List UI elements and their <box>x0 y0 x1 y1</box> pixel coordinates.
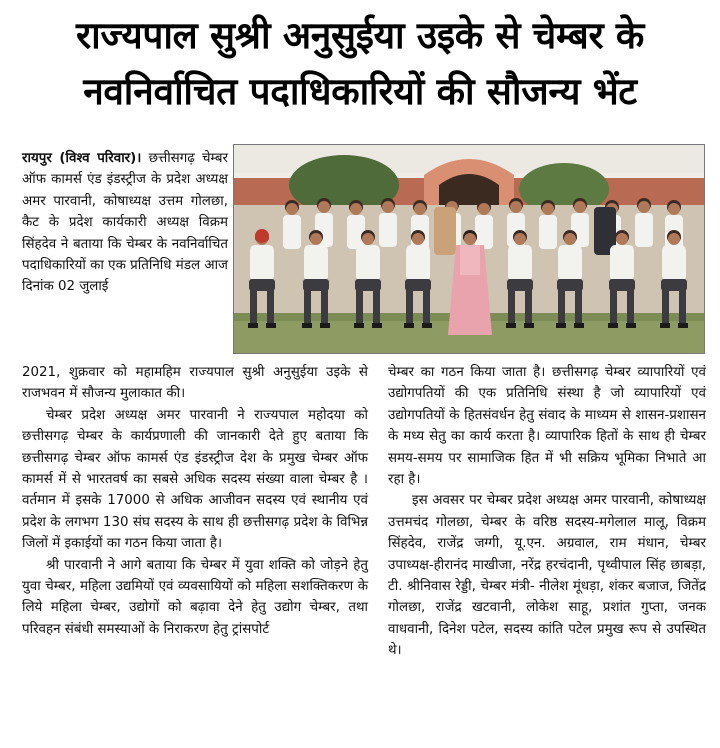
paragraph-chamber-info: चेम्बर प्रदेश अध्यक्ष अमर पारवानी ने राज्यपाल महोदया को छत्तीसगढ़ चेम्बर के कार्यप्रणाली की जानकारी देते हुए बताया कि छत्तीसगढ़ चेम्बर ऑफ कामर्स एंड इंडस्ट्रीज देश के प्रमुख चेम्बर ऑफ कामर्स में से भारतवर्ष का सबसे अधिक सदस्य संख्या वाला चेम्बर है । वर्तमान में इसके 17000 से अधिक आजीवन सदस्य एवं स्थानीय एवं प्रदेश के लगभग 130 संघ सदस्य के साथ ही छत्तीसगढ़ प्रदेश के विभिन्न जिलों में इकाईयों का गठन किया जाता है। <box>22 407 368 552</box>
paragraph-attendees: इस अवसर पर चेम्बर प्रदेश अध्यक्ष अमर पारवानी, कोषाध्यक्ष उत्तमचंद गोलछा, चेम्बर के वरिष्ठ सदस्य-मगेलाल मालू, विक्रम सिंहदेव, राजेंद्र जग्गी, यू.एन. अग्रवाल, राम मंधान, चेम्बर उपाध्यक्ष-हीरानंद माखीजा, नरेंद्र हरचंदानी, पृथ्वीपाल सिंह छाबड़ा, टी. श्रीनिवास रेड्डी, चेम्बर मंत्री- नीलेश मूंधड़ा, शंकर बजाज, जितेंद्र गोलछा, राजेंद्र खटवानी, लोकेश साहू, प्रशांत गुप्ता, जनक वाधवानी, दिनेश पटेल, सदस्य कांति पटेल प्रमुख रूप से उपस्थित थे। <box>388 493 706 659</box>
headline-line-1: राज्यपाल सुश्री अनुसुईया उइके से चेम्बर के <box>75 14 645 57</box>
article-column-left-top <box>22 148 228 298</box>
paragraph-intro-end: 2021, शुक्रवार को महामहिम राज्यपाल सुश्री अनुसुईया उइके से राजभवन में सौजन्य मुलाकात की। <box>22 365 368 402</box>
paragraph-intro: छत्तीसगढ़ चेम्बर ऑफ कामर्स एंड इंडस्ट्रीज के प्रदेश अध्यक्ष अमर पारवानी, कोषाध्यक्ष उत्तम गोलछा, कैट के प्रदेश कार्यकारी अध्यक्ष विक्रम सिंहदेव ने बताया कि चेम्बर के नवनिर्वाचित पदाधिकारियों का एक प्रतिनिधि मंडल आज दिनांक 02 जुलाई <box>22 151 228 295</box>
headline-line-2: नवनिर्वाचित पदाधिकारियों की सौजन्य भेंट <box>83 70 637 113</box>
dateline: रायपुर (विश्व परिवार)। <box>22 151 142 166</box>
paragraph-wings: श्री पारवानी ने आगे बताया कि चेम्बर में युवा शक्ति को जोड़ने हेतु युवा चेम्बर, महिला उद्यमियों एवं व्यवसायियों को महिला सशक्तिकरण के लिये महिला चेम्बर, उद्योगों को बढ़ावा देने हेतु उद्योग चेम्बर, तथा परिवहन संबंधी समस्याओं के निराकरण हेतु ट्रांसपोर्ट <box>22 557 368 637</box>
paragraph-wings-cont: चेम्बर का गठन किया जाता है। छत्तीसगढ़ चेम्बर व्यापारियों एवं उद्योगपतियों की एक प्रतिनिधि संस्था है जो व्यापारियों एवं उद्योगपतियों के हितसंवर्धन हेतु संवाद के माध्यम से शासन-प्रशासन के मध्य सेतु का कार्य करता है। व्यापारिक हितों के साथ ही चेम्बर समय-समय पर सामाजिक हित में भी सक्रिय भूमिका निभाते आ रहा है। <box>388 365 706 488</box>
group-photo-image <box>234 145 704 353</box>
article-column-right <box>388 362 706 662</box>
headline <box>0 8 720 120</box>
article-column-left-bottom <box>22 362 368 640</box>
group-photo <box>233 144 705 354</box>
